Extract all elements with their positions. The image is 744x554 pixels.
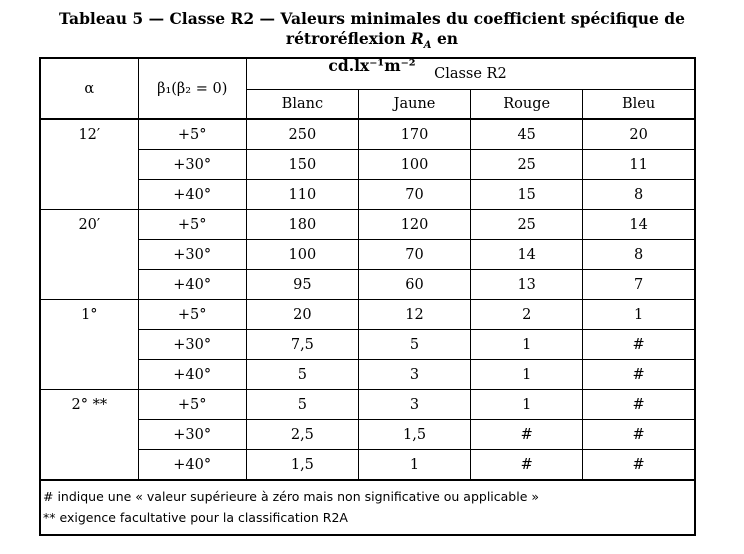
note-optional: ** exigence facultative pour la classification R2A — [43, 510, 348, 525]
table-row — [40, 180, 695, 210]
cell-beta: +5° — [138, 300, 246, 330]
table-row — [40, 360, 695, 390]
table-row — [40, 330, 695, 360]
table-title-line2: cd.lx⁻¹m⁻² — [328, 56, 416, 76]
cell-bleu: # — [583, 360, 695, 390]
cell-beta: +30° — [138, 240, 246, 270]
cell-alpha — [40, 180, 138, 210]
cell-blanc: 2,5 — [246, 420, 358, 450]
cell-blanc: 5 — [246, 360, 358, 390]
cell-jaune: 1,5 — [358, 420, 470, 450]
cell-jaune: 120 — [358, 210, 470, 240]
cell-beta: +30° — [138, 420, 246, 450]
table-row — [40, 390, 695, 420]
cell-alpha: 1° — [40, 300, 138, 330]
cell-blanc: 7,5 — [246, 330, 358, 360]
cell-bleu: 11 — [583, 150, 695, 180]
cell-beta: +30° — [138, 150, 246, 180]
cell-alpha: 12′ — [40, 119, 138, 150]
cell-alpha — [40, 330, 138, 360]
cell-jaune: 70 — [358, 180, 470, 210]
ra-symbol: $R_A$ — [410, 29, 432, 52]
cell-rouge: 1 — [471, 390, 583, 420]
cell-rouge: 15 — [471, 180, 583, 210]
cell-beta: +5° — [138, 390, 246, 420]
cell-rouge: 25 — [471, 210, 583, 240]
cell-blanc: 20 — [246, 300, 358, 330]
cell-bleu: 20 — [583, 119, 695, 150]
cell-bleu: # — [583, 330, 695, 360]
cell-blanc: 180 — [246, 210, 358, 240]
table-row — [40, 240, 695, 270]
table-row — [40, 210, 695, 240]
table-row — [40, 300, 695, 330]
cell-rouge: # — [471, 450, 583, 481]
cell-bleu: 8 — [583, 240, 695, 270]
table-row — [40, 450, 695, 481]
header-alpha: α — [40, 58, 138, 119]
cell-alpha — [40, 150, 138, 180]
cell-rouge: 45 — [471, 119, 583, 150]
cell-jaune: 1 — [358, 450, 470, 481]
table-row — [40, 150, 695, 180]
cell-jaune: 3 — [358, 360, 470, 390]
cell-bleu: 7 — [583, 270, 695, 300]
cell-rouge: 14 — [471, 240, 583, 270]
cell-beta: +5° — [138, 210, 246, 240]
cell-jaune: 170 — [358, 119, 470, 150]
table-title-line1: Tableau 5 — Classe R2 — Valeurs minimales du coefficient spécifique de rétroréflexion $R_A$ en — [59, 9, 685, 52]
header-col-blanc: Blanc — [246, 90, 358, 120]
cell-blanc: 5 — [246, 390, 358, 420]
cell-alpha: 20′ — [40, 210, 138, 240]
cell-blanc: 100 — [246, 240, 358, 270]
cell-rouge: 2 — [471, 300, 583, 330]
cell-bleu: # — [583, 420, 695, 450]
cell-beta: +40° — [138, 270, 246, 300]
cell-rouge: 13 — [471, 270, 583, 300]
header-class-group: Classe R2 — [246, 58, 695, 90]
table-row — [40, 420, 695, 450]
cell-rouge: 1 — [471, 330, 583, 360]
cell-jaune: 100 — [358, 150, 470, 180]
cell-bleu: 8 — [583, 180, 695, 210]
cell-alpha — [40, 240, 138, 270]
cell-beta: +40° — [138, 180, 246, 210]
header-col-jaune: Jaune — [358, 90, 470, 120]
cell-bleu: # — [583, 450, 695, 481]
cell-jaune: 60 — [358, 270, 470, 300]
cell-blanc: 1,5 — [246, 450, 358, 481]
cell-bleu: 14 — [583, 210, 695, 240]
header-col-bleu: Bleu — [583, 90, 695, 120]
cell-jaune: 3 — [358, 390, 470, 420]
cell-blanc: 95 — [246, 270, 358, 300]
cell-beta: +30° — [138, 330, 246, 360]
cell-blanc: 110 — [246, 180, 358, 210]
table-body — [40, 119, 695, 480]
table-row — [40, 270, 695, 300]
header-beta: β₁(β₂ = 0) — [138, 58, 246, 119]
cell-rouge: # — [471, 420, 583, 450]
cell-jaune: 70 — [358, 240, 470, 270]
cell-rouge: 1 — [471, 360, 583, 390]
cell-alpha — [40, 420, 138, 450]
retroreflection-table — [39, 57, 696, 536]
cell-beta: +40° — [138, 450, 246, 481]
cell-jaune: 5 — [358, 330, 470, 360]
cell-alpha — [40, 450, 138, 481]
cell-bleu: # — [583, 390, 695, 420]
cell-blanc: 150 — [246, 150, 358, 180]
table-notes — [40, 480, 695, 535]
cell-bleu: 1 — [583, 300, 695, 330]
table-row — [40, 119, 695, 150]
cell-beta: +40° — [138, 360, 246, 390]
cell-rouge: 25 — [471, 150, 583, 180]
header-col-rouge: Rouge — [471, 90, 583, 120]
cell-alpha — [40, 270, 138, 300]
cell-alpha — [40, 360, 138, 390]
cell-alpha: 2° ** — [40, 390, 138, 420]
cell-beta: +5° — [138, 119, 246, 150]
cell-jaune: 12 — [358, 300, 470, 330]
cell-blanc: 250 — [246, 119, 358, 150]
note-hash: # indique une « valeur supérieure à zéro mais non significative ou applicable » — [43, 489, 540, 504]
